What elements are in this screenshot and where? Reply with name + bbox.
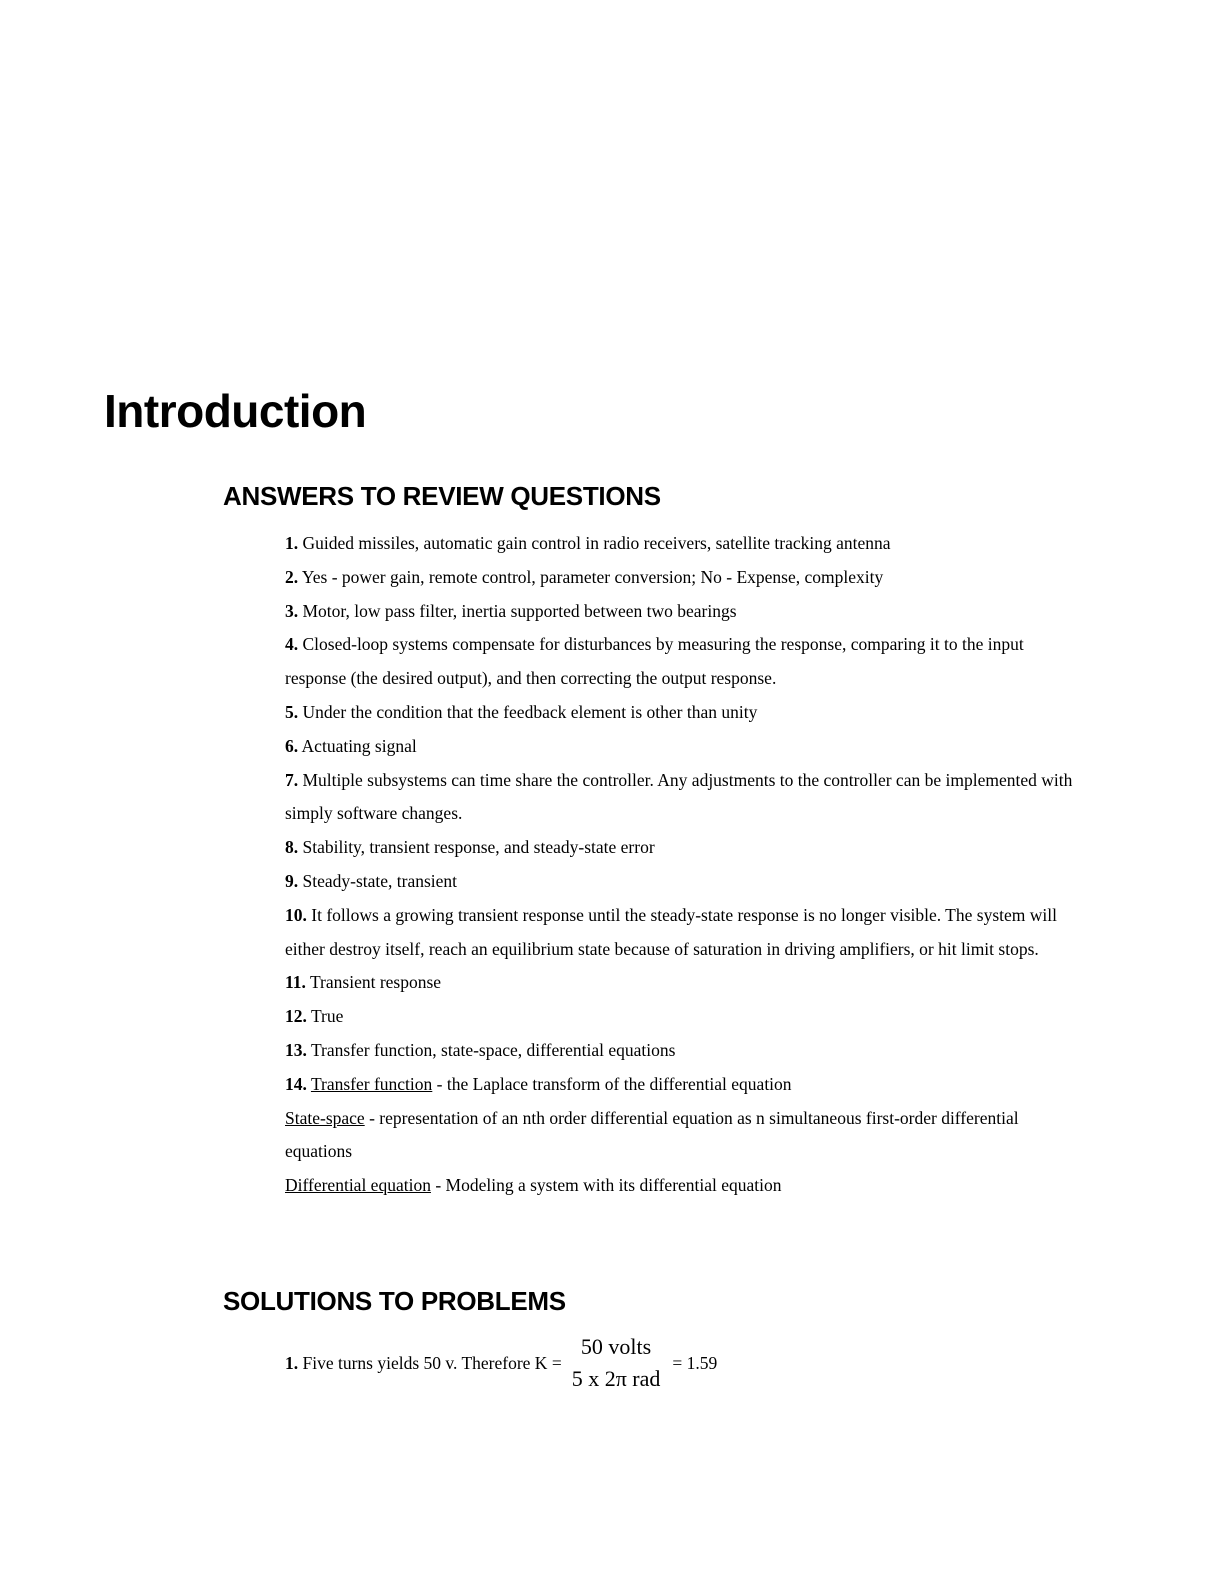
answer-number: 11. xyxy=(285,972,306,993)
answer-item xyxy=(285,1102,1085,1170)
answer-text: Motor, low pass filter, inertia supported between two bearings xyxy=(302,600,737,621)
problem-solution xyxy=(285,1330,717,1396)
problem-number: 1. xyxy=(285,1352,299,1373)
answer-text: It follows a growing transient response until the steady-state response is no longer visible. The system will either destroy itself, reach an equilibrium state because of saturation in driving amplifiers, or hit limit stops. xyxy=(285,904,1057,959)
answer-item xyxy=(285,730,1085,764)
answer-item xyxy=(285,628,1085,696)
answer-item xyxy=(285,764,1085,832)
answer-number: 3. xyxy=(285,600,299,621)
answer-number: 1. xyxy=(285,533,299,553)
answer-text: Transient response xyxy=(309,972,442,993)
answer-item xyxy=(285,831,1085,865)
answer-text: Transfer function, state-space, differential equations xyxy=(310,1039,676,1060)
answer-item xyxy=(285,1034,1085,1068)
answer-number: 4. xyxy=(285,634,299,655)
answer-item xyxy=(285,527,1085,561)
answer-text: Stability, transient response, and steady-state error xyxy=(302,837,655,858)
answer-item xyxy=(285,696,1085,730)
answer-number: 13. xyxy=(285,1039,307,1060)
answer-term: Differential equation xyxy=(285,1175,431,1196)
answer-text: Under the condition that the feedback element is other than unity xyxy=(302,701,758,722)
answer-number: 12. xyxy=(285,1006,307,1027)
answer-number: 5. xyxy=(285,701,299,722)
fraction-denominator: 5 x 2π rad xyxy=(571,1366,661,1391)
answer-text: Actuating signal xyxy=(301,735,417,756)
answer-text: - Modeling a system with its differential equation xyxy=(430,1175,782,1196)
answer-term: State-space xyxy=(285,1107,365,1128)
answer-item xyxy=(285,966,1085,1000)
answer-item xyxy=(285,595,1085,629)
answer-item xyxy=(285,899,1085,967)
answer-number: 9. xyxy=(285,870,299,891)
answer-text: Guided missiles, automatic gain control in radio receivers, satellite tracking antenna xyxy=(302,533,891,553)
answer-text: Closed-loop systems compensate for disturbances by measuring the response, comparing it to the input response (the desired output), and then correcting the output response. xyxy=(285,634,1024,689)
answer-term: Transfer function xyxy=(310,1073,433,1094)
answer-text: Yes - power gain, remote control, parameter conversion; No - Expense, complexity xyxy=(301,566,884,587)
answer-item xyxy=(285,561,1085,595)
gain-fraction xyxy=(568,1331,665,1395)
answer-text: True xyxy=(310,1006,344,1027)
answer-item xyxy=(285,865,1085,899)
review-answers-list xyxy=(285,527,1085,1203)
answer-number: 10. xyxy=(285,904,307,925)
solutions-heading: SOLUTIONS TO PROBLEMS xyxy=(223,1286,566,1316)
answer-number: 8. xyxy=(285,837,299,858)
review-questions-heading: ANSWERS TO REVIEW QUESTIONS xyxy=(223,481,661,511)
answer-item xyxy=(285,1000,1085,1034)
answer-number: 7. xyxy=(285,769,299,790)
fraction-numerator: 50 volts xyxy=(580,1334,652,1359)
answer-text: - representation of an nth order differential equation as n simultaneous first-order differential equations xyxy=(285,1107,1019,1162)
answer-text: Steady-state, transient xyxy=(302,870,458,891)
answer-number: 14. xyxy=(285,1073,307,1094)
answer-text: - the Laplace transform of the differential equation xyxy=(432,1073,792,1094)
answer-item xyxy=(285,1169,1085,1203)
chapter-title: Introduction xyxy=(104,385,367,437)
answer-number: 6. xyxy=(285,735,299,756)
answer-text: Multiple subsystems can time share the controller. Any adjustments to the controller can be implemented with simply software changes. xyxy=(285,769,1073,824)
answer-number: 2. xyxy=(285,566,299,587)
problem-text: Five turns yields 50 v. Therefore K = xyxy=(302,1352,562,1373)
problem-result: = 1.59 xyxy=(672,1352,718,1373)
answer-item xyxy=(285,1068,1085,1102)
